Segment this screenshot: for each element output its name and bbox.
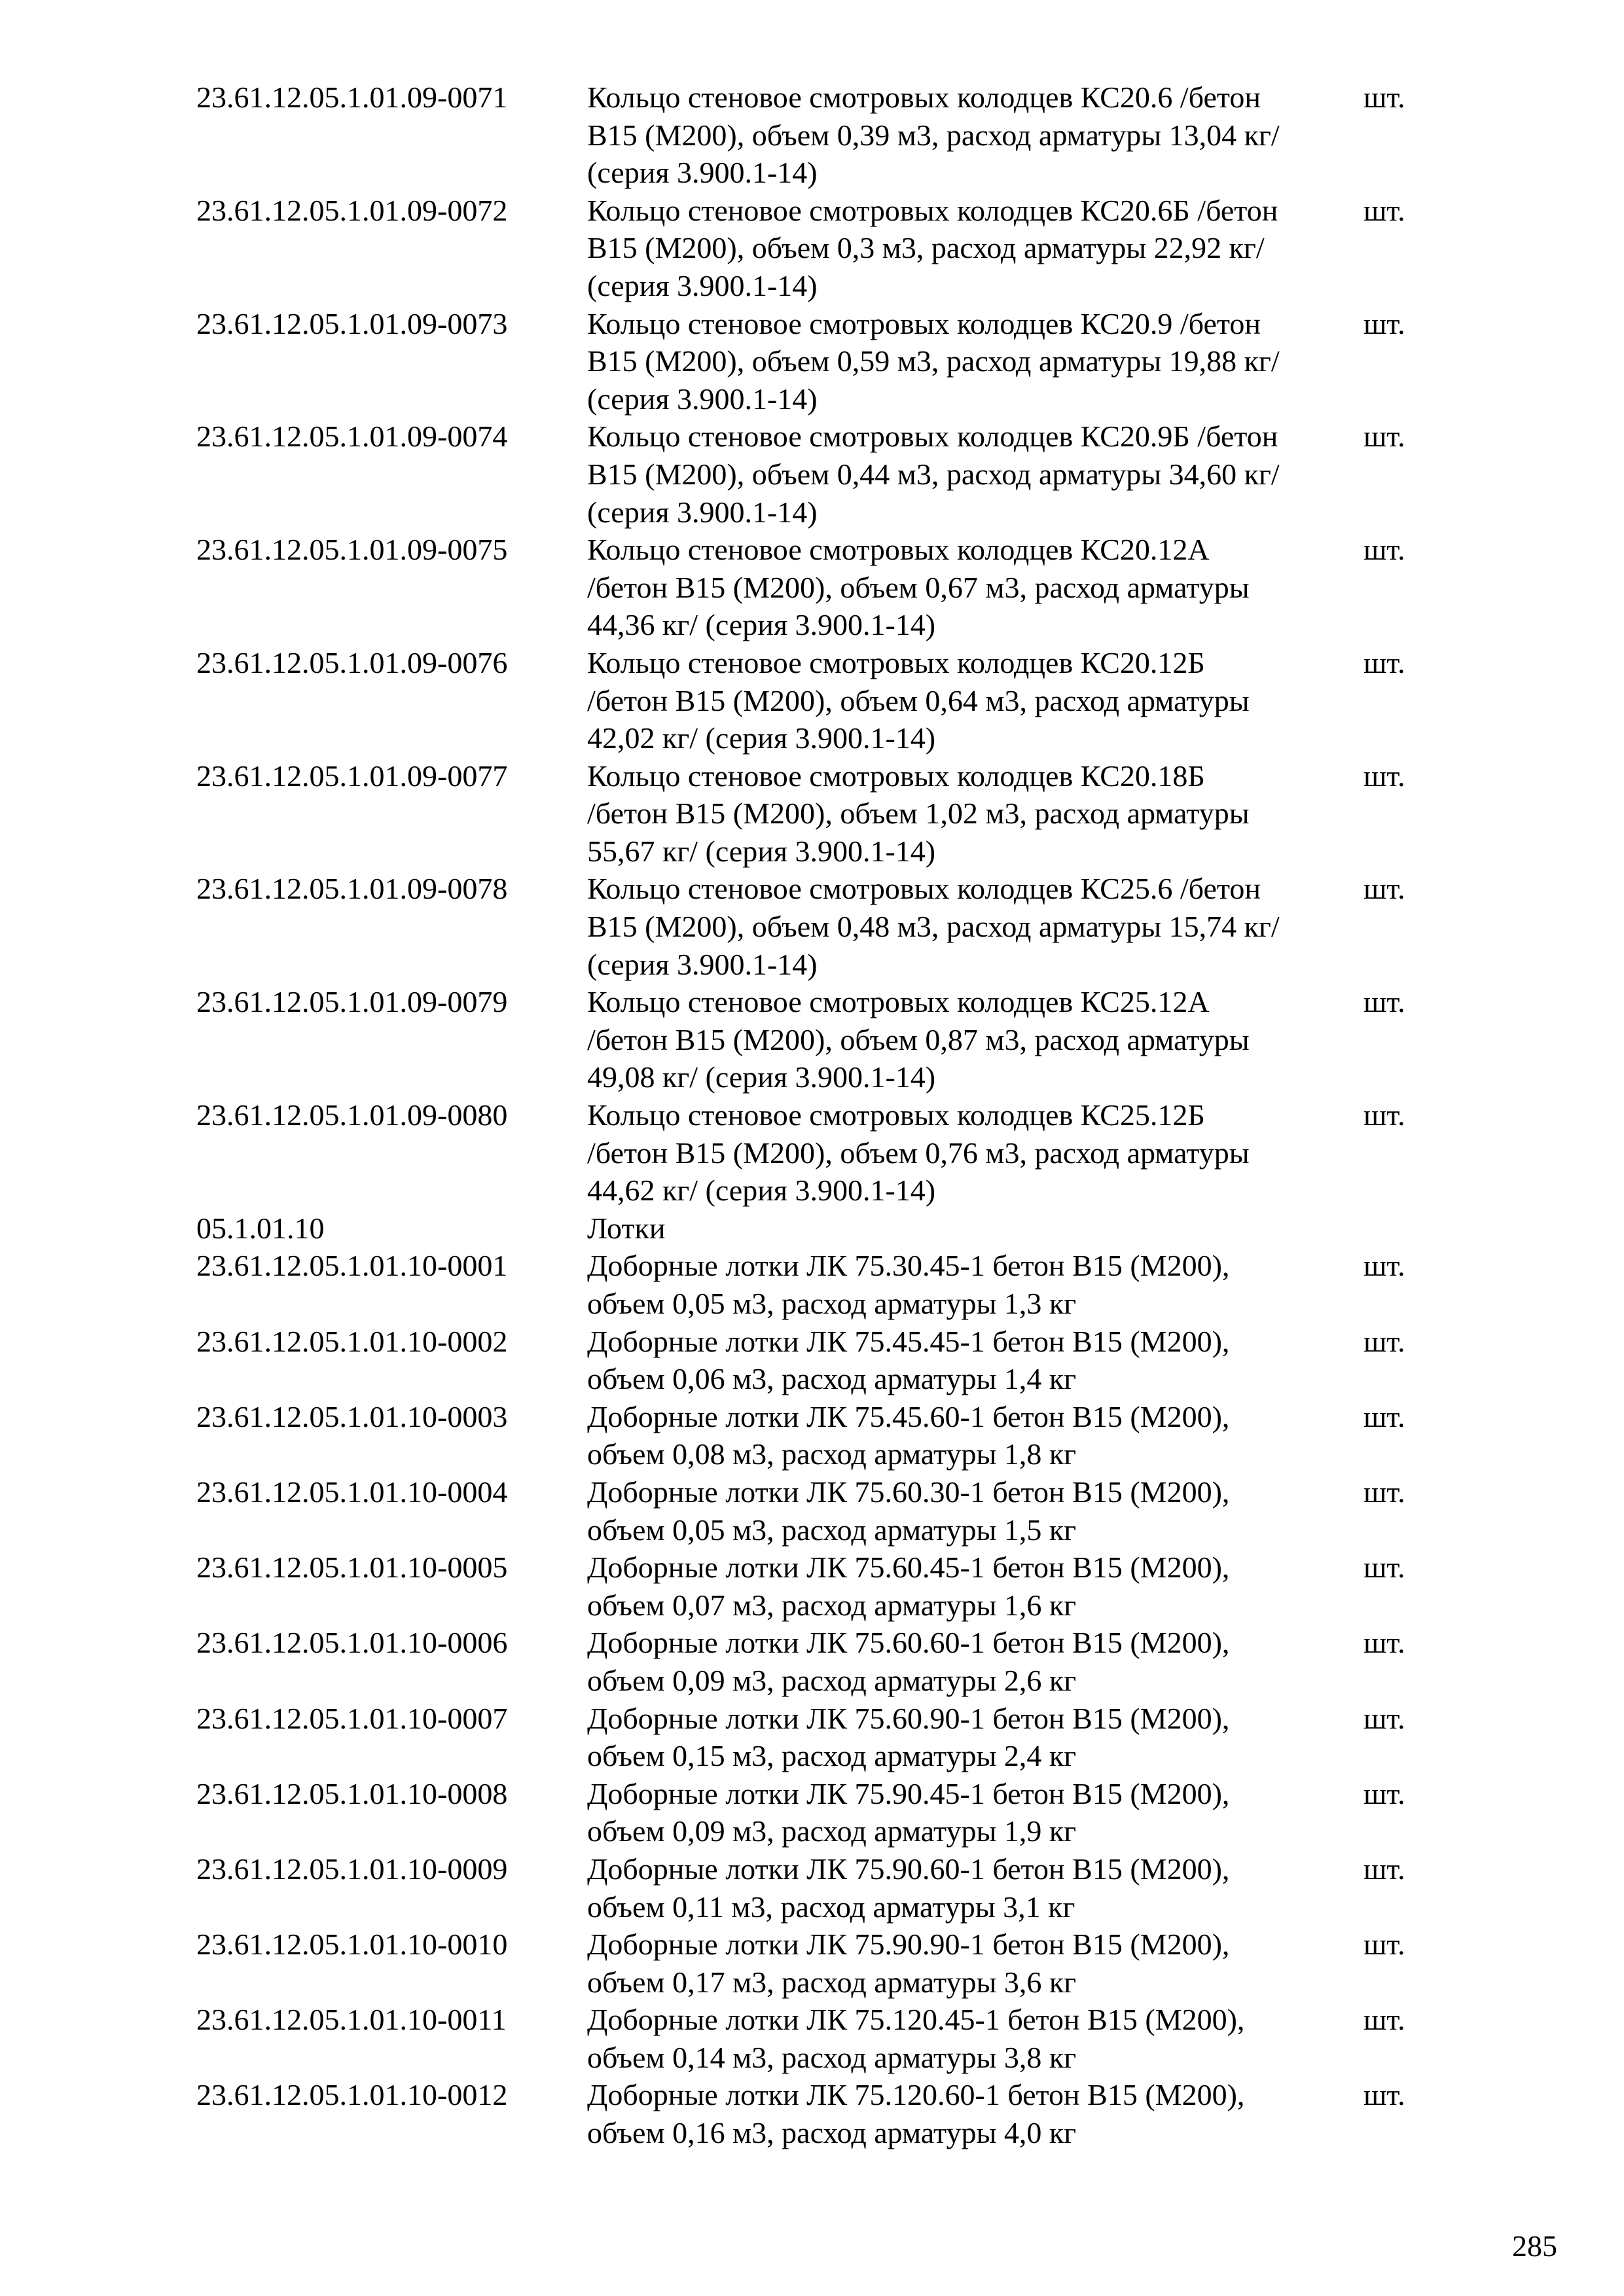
- section-title: Лотки: [587, 1211, 666, 1245]
- resource-code: 23.61.12.05.1.01.09-0072: [196, 193, 508, 227]
- resource-description: Кольцо стеновое смотровых колодцев КС25.12А /бетон В15 (М200), объем 0,87 м3, расход арматуры 49,08 кг/ (серия 3.900.1-14): [587, 985, 1250, 1094]
- table-row: [196, 418, 1440, 531]
- table-row: [196, 1775, 1440, 1850]
- resource-code: 23.61.12.05.1.01.10-0010: [196, 1928, 508, 1962]
- resource-description: Доборные лотки ЛК 75.60.45-1 бетон В15 (М200), объем 0,07 м3, расход арматуры 1,6 кг: [587, 1551, 1230, 1622]
- resource-code: 23.61.12.05.1.01.10-0006: [196, 1626, 508, 1660]
- unit-of-measure: шт.: [1363, 306, 1405, 340]
- resource-description: Кольцо стеновое смотровых колодцев КС20.9 /бетон В15 (М200), объем 0,59 м3, расход арматуры 19,88 кг/ (серия 3.900.1-14): [587, 306, 1280, 416]
- resource-code: 23.61.12.05.1.01.09-0077: [196, 759, 508, 793]
- section-heading-row: [196, 1210, 1440, 1247]
- unit-of-measure: шт.: [1363, 1626, 1405, 1660]
- table-row: [196, 1700, 1440, 1775]
- unit-of-measure: шт.: [1363, 81, 1405, 114]
- resource-code: 23.61.12.05.1.01.09-0074: [196, 420, 508, 454]
- resource-description: Кольцо стеновое смотровых колодцев КС20.6Б /бетон В15 (М200), объем 0,3 м3, расход арматуры 22,92 кг/ (серия 3.900.1-14): [587, 193, 1278, 302]
- price-list-table: [196, 79, 1440, 2152]
- unit-of-measure: шт.: [1363, 759, 1405, 793]
- resource-description: Доборные лотки ЛК 75.45.60-1 бетон В15 (М200), объем 0,08 м3, расход арматуры 1,8 кг: [587, 1399, 1230, 1471]
- resource-description: Доборные лотки ЛК 75.120.45-1 бетон В15 (М200), объем 0,14 м3, расход арматуры 3,8 кг: [587, 2003, 1245, 2074]
- unit-of-measure: шт.: [1363, 1399, 1405, 1433]
- resource-description: Кольцо стеновое смотровых колодцев КС20.9Б /бетон В15 (М200), объем 0,44 м3, расход арматуры 34,60 кг/ (серия 3.900.1-14): [587, 420, 1280, 529]
- table-row: [196, 531, 1440, 644]
- unit-of-measure: шт.: [1363, 645, 1405, 679]
- resource-description: Доборные лотки ЛК 75.60.30-1 бетон В15 (М200), объем 0,05 м3, расход арматуры 1,5 кг: [587, 1475, 1230, 1547]
- resource-description: Доборные лотки ЛК 75.60.60-1 бетон В15 (М200), объем 0,09 м3, расход арматуры 2,6 кг: [587, 1626, 1230, 1697]
- resource-code: 23.61.12.05.1.01.10-0004: [196, 1475, 508, 1509]
- unit-of-measure: шт.: [1363, 1249, 1405, 1283]
- resource-description: Доборные лотки ЛК 75.90.45-1 бетон В15 (М200), объем 0,09 м3, расход арматуры 1,9 кг: [587, 1776, 1230, 1848]
- table-row: [196, 1850, 1440, 1926]
- unit-of-measure: шт.: [1363, 872, 1405, 906]
- resource-description: Кольцо стеновое смотровых колодцев КС20.12Б /бетон В15 (М200), объем 0,64 м3, расход арматуры 42,02 кг/ (серия 3.900.1-14): [587, 645, 1250, 755]
- unit-of-measure: шт.: [1363, 1098, 1405, 1132]
- resource-code: 23.61.12.05.1.01.09-0075: [196, 533, 508, 567]
- table-row: [196, 79, 1440, 192]
- resource-description: Кольцо стеновое смотровых колодцев КС25.6 /бетон В15 (М200), объем 0,48 м3, расход арматуры 15,74 кг/ (серия 3.900.1-14): [587, 872, 1280, 981]
- unit-of-measure: шт.: [1363, 1776, 1405, 1810]
- resource-description: Доборные лотки ЛК 75.30.45-1 бетон В15 (М200), объем 0,05 м3, расход арматуры 1,3 кг: [587, 1249, 1230, 1320]
- resource-description: Кольцо стеновое смотровых колодцев КС25.12Б /бетон В15 (М200), объем 0,76 м3, расход арматуры 44,62 кг/ (серия 3.900.1-14): [587, 1098, 1250, 1208]
- table-row: [196, 870, 1440, 983]
- table-row: [196, 1096, 1440, 1210]
- unit-of-measure: шт.: [1363, 1551, 1405, 1585]
- resource-code: 23.61.12.05.1.01.10-0012: [196, 2078, 508, 2112]
- resource-code: 23.61.12.05.1.01.10-0001: [196, 1249, 508, 1283]
- table-row: [196, 2076, 1440, 2151]
- resource-code: 23.61.12.05.1.01.09-0071: [196, 81, 508, 114]
- table-row: [196, 644, 1440, 757]
- resource-code: 23.61.12.05.1.01.09-0078: [196, 872, 508, 906]
- table-row: [196, 983, 1440, 1096]
- table-row: [196, 757, 1440, 870]
- resource-code: 23.61.12.05.1.01.10-0007: [196, 1701, 508, 1735]
- unit-of-measure: шт.: [1363, 1324, 1405, 1358]
- unit-of-measure: шт.: [1363, 193, 1405, 227]
- table-row: [196, 1549, 1440, 1624]
- resource-code: 23.61.12.05.1.01.10-0003: [196, 1399, 508, 1433]
- resource-description: Доборные лотки ЛК 75.90.60-1 бетон В15 (М200), объем 0,11 м3, расход арматуры 3,1 кг: [587, 1852, 1230, 1924]
- resource-code: 23.61.12.05.1.01.10-0009: [196, 1852, 508, 1886]
- table-row: [196, 1323, 1440, 1398]
- unit-of-measure: шт.: [1363, 533, 1405, 567]
- resource-description: Доборные лотки ЛК 75.90.90-1 бетон В15 (М200), объем 0,17 м3, расход арматуры 3,6 кг: [587, 1928, 1230, 1999]
- page-number: 285: [1512, 2229, 1557, 2263]
- table-row: [196, 1926, 1440, 2001]
- resource-code: 23.61.12.05.1.01.09-0076: [196, 645, 508, 679]
- resource-code: 23.61.12.05.1.01.10-0011: [196, 2003, 507, 2037]
- unit-of-measure: шт.: [1363, 2003, 1405, 2037]
- unit-of-measure: шт.: [1363, 1928, 1405, 1962]
- unit-of-measure: шт.: [1363, 420, 1405, 454]
- resource-description: Кольцо стеновое смотровых колодцев КС20.12А /бетон В15 (М200), объем 0,67 м3, расход арматуры 44,36 кг/ (серия 3.900.1-14): [587, 533, 1250, 642]
- table-row: [196, 192, 1440, 305]
- resource-code: 05.1.01.10: [196, 1211, 325, 1245]
- unit-of-measure: шт.: [1363, 2078, 1405, 2112]
- resource-description: Кольцо стеновое смотровых колодцев КС20.18Б /бетон В15 (М200), объем 1,02 м3, расход арматуры 55,67 кг/ (серия 3.900.1-14): [587, 759, 1250, 868]
- unit-of-measure: шт.: [1363, 1475, 1405, 1509]
- table-row: [196, 305, 1440, 418]
- resource-code: 23.61.12.05.1.01.10-0008: [196, 1776, 508, 1810]
- table-row: [196, 1398, 1440, 1473]
- table-row: [196, 2001, 1440, 2076]
- resource-code: 23.61.12.05.1.01.10-0005: [196, 1551, 508, 1585]
- table-row: [196, 1247, 1440, 1322]
- resource-description: Доборные лотки ЛК 75.60.90-1 бетон В15 (М200), объем 0,15 м3, расход арматуры 2,4 кг: [587, 1701, 1230, 1773]
- unit-of-measure: шт.: [1363, 1701, 1405, 1735]
- resource-code: 23.61.12.05.1.01.09-0080: [196, 1098, 508, 1132]
- table-row: [196, 1624, 1440, 1699]
- resource-description: Доборные лотки ЛК 75.120.60-1 бетон В15 (М200), объем 0,16 м3, расход арматуры 4,0 кг: [587, 2078, 1245, 2150]
- table-row: [196, 1473, 1440, 1549]
- resource-code: 23.61.12.05.1.01.10-0002: [196, 1324, 508, 1358]
- resource-code: 23.61.12.05.1.01.09-0073: [196, 306, 508, 340]
- resource-code: 23.61.12.05.1.01.09-0079: [196, 985, 508, 1019]
- resource-description: Кольцо стеновое смотровых колодцев КС20.6 /бетон В15 (М200), объем 0,39 м3, расход арматуры 13,04 кг/ (серия 3.900.1-14): [587, 81, 1280, 190]
- unit-of-measure: шт.: [1363, 1852, 1405, 1886]
- resource-description: Доборные лотки ЛК 75.45.45-1 бетон В15 (М200), объем 0,06 м3, расход арматуры 1,4 кг: [587, 1324, 1230, 1396]
- unit-of-measure: шт.: [1363, 985, 1405, 1019]
